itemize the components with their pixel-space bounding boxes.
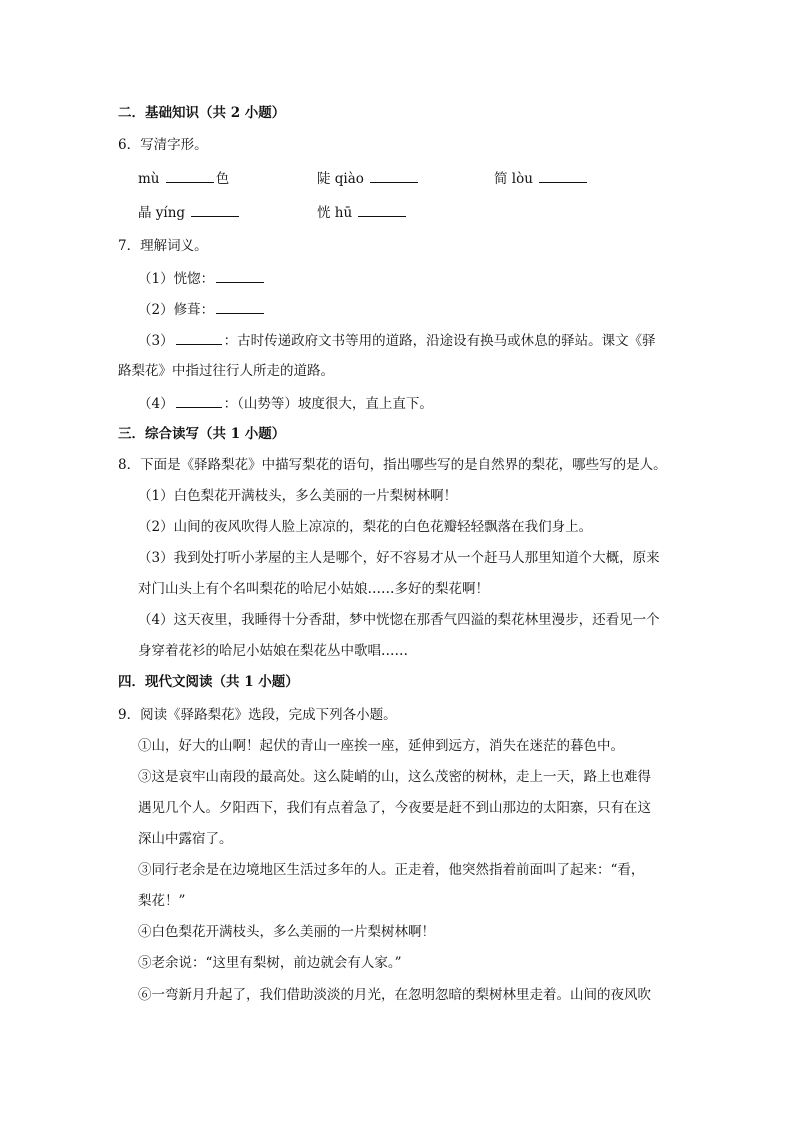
answer-blank[interactable] <box>539 169 587 183</box>
q7-item-1 <box>138 269 266 288</box>
passage-paragraph-2-line-3: 深山中露宿了。 <box>138 831 233 847</box>
passage-paragraph-6-line-1: ⑥一弯新月升起了，我们借助淡淡的月光，在忽明忽暗的梨树林里走着。山间的夜风吹 <box>138 987 651 1003</box>
q6-item-2 <box>317 169 420 188</box>
q8-sentence-4-line-2: 身穿着花衫的哈尼小姑娘在梨花丛中歌唱…… <box>138 643 408 659</box>
answer-blank[interactable] <box>176 394 222 408</box>
q6-item-3 <box>494 169 589 188</box>
q8-sentence-1: （1）白色梨花开满枝头，多么美丽的一片梨树林啊！ <box>138 488 458 504</box>
q6-item-4 <box>138 203 241 222</box>
answer-blank[interactable] <box>191 203 239 217</box>
answer-blank[interactable] <box>216 269 264 283</box>
q7-item-3-definition: ：古时传递政府文书等用的道路，沿途设有换马或休息的驿站。课文《驿 <box>223 333 656 349</box>
question-9-stem: 9．阅读《驿路梨花》选段，完成下列各小题。 <box>118 707 397 723</box>
q8-sentence-3-line-2: 对门山头上有个名叫梨花的哈尼小姑娘……多好的梨花啊！ <box>138 581 489 597</box>
q6-item-2-text: 陡 qiào <box>317 171 364 187</box>
question-7-stem: 7．理解词义。 <box>118 238 208 254</box>
q7-item-4-definition: ：（山势等）坡度很大，直上直下。 <box>223 396 433 412</box>
question-8-stem: 8．下面是《驿路梨花》中描写梨花的语句，指出哪些写的是自然界的梨花，哪些写的是人。 <box>118 457 667 473</box>
section-heading-4: 四．现代文阅读（共 1 小题） <box>118 674 299 690</box>
q6-item-5-text: 恍 hū <box>317 205 353 221</box>
answer-blank[interactable] <box>166 169 214 183</box>
passage-paragraph-5: ⑤老余说：“这里有梨树，前边就会有人家。” <box>138 955 402 971</box>
q7-item-2 <box>138 300 266 319</box>
q7-item-2-text: （2）修葺： <box>138 302 215 318</box>
q6-item-5 <box>317 203 408 222</box>
passage-paragraph-4: ④白色梨花开满枝头，多么美丽的一片梨树林啊！ <box>138 924 435 940</box>
q8-sentence-2: （2）山间的夜风吹得人脸上凉凉的，梨花的白色花瓣轻轻飘落在我们身上。 <box>138 519 593 535</box>
answer-blank[interactable] <box>216 300 264 314</box>
passage-paragraph-2-line-1: ③这是哀牢山南段的最高处。这么陡峭的山，这么茂密的树林，走上一天，路上也难得 <box>138 769 651 785</box>
answer-blank[interactable] <box>358 203 406 217</box>
section-heading-3: 三．综合读写（共 1 小题） <box>118 426 286 442</box>
question-6-stem: 6．写清字形。 <box>118 137 208 153</box>
q7-item-3-line-1 <box>138 331 656 350</box>
passage-paragraph-2-line-2: 遇见几个人。夕阳西下，我们有点着急了，今夜要是赶不到山那边的太阳寨，只有在这 <box>138 800 651 816</box>
q6-item-3-text: 简 lòu <box>494 171 533 187</box>
answer-blank[interactable] <box>370 169 418 183</box>
q8-sentence-3-line-1: （3）我到处打听小茅屋的主人是哪个，好不容易才从一个赶马人那里知道个大概，原来 <box>138 550 660 566</box>
q7-item-4 <box>138 394 433 413</box>
q8-sentence-4-line-1: （4）这天夜里，我睡得十分香甜，梦中恍惚在那香气四溢的梨花林里漫步，还看见一个 <box>138 612 660 628</box>
q6-item-4-text: 晶 yíng <box>138 205 186 221</box>
q6-item-1-text: mù <box>138 171 160 187</box>
q7-item-4-number: （4） <box>138 396 174 412</box>
passage-paragraph-3-line-1: ③同行老余是在边境地区生活过多年的人。正走着，他突然指着前面叫了起来：“看， <box>138 862 645 878</box>
q7-item-1-text: （1）恍惚： <box>138 271 215 287</box>
q7-item-3-line-2: 路梨花》中指过往行人所走的道路。 <box>118 363 334 379</box>
answer-blank[interactable] <box>176 331 222 345</box>
q7-item-3-number: （3） <box>138 333 174 349</box>
passage-paragraph-3-line-2: 梨花！” <box>138 893 186 909</box>
q6-item-1-suffix: 色 <box>215 171 230 187</box>
q6-item-1 <box>138 169 229 188</box>
section-heading-2: 二．基础知识（共 2 小题） <box>118 105 286 121</box>
passage-paragraph-1: ①山，好大的山啊！起伏的青山一座挨一座，延伸到远方，消失在迷茫的暮色中。 <box>138 738 624 754</box>
